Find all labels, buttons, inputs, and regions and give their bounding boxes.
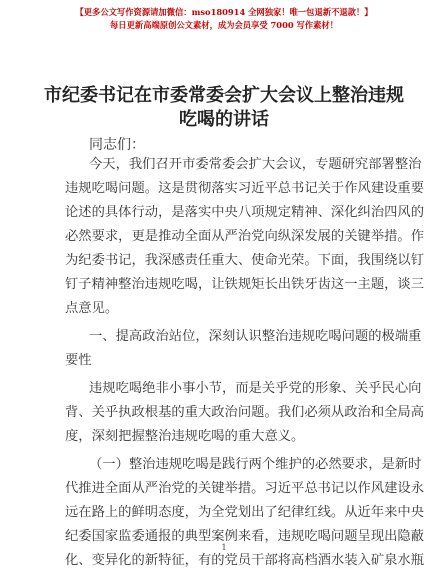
page-number: 1: [221, 543, 227, 552]
paragraph-line: 为纪委书记，我深感责任重大、使命光荣。下面，我围绕以钉: [65, 253, 425, 268]
paragraph-line: （一）整治违规吃喝是践行两个维护的必然要求，是新时: [89, 457, 422, 472]
paragraph-line: 纪委国家监委通报的典型案例来看，违规吃喝问题呈现出隐蔽: [65, 529, 425, 544]
paragraph-line: 违规吃喝绝非小事小节，而是关乎党的形象、关乎民心向: [89, 381, 422, 396]
document-title-line-1: 市纪委书记在市委常委会扩大会议上整治违规: [44, 85, 404, 106]
paragraph-line: 论述的具体行动，是落实中央八项规定精神、深化纠治四风的: [65, 205, 425, 220]
greeting: 同志们：: [89, 137, 145, 153]
paragraph-line: 钉子精神整治违规吃喝，让铁规矩长出铁牙齿这一主题，谈三: [65, 277, 425, 292]
paragraph-line: 远在路上的鲜明态度，为全党划出了纪律红线。从近年来中央: [65, 505, 425, 520]
banner-subscription-line: 每日更新高端原创公文素材，成为会员享受 7000 写作素材！: [110, 20, 338, 30]
banner-promo-line: 【更多公文写作资源请加微信：mso180914 全网独家！唯一包退新不退款！】: [75, 7, 373, 17]
paragraph-line: 必然要求，更是推动全面从严治党向纵深发展的关键举措。作: [65, 229, 425, 244]
paragraph-line: 违规吃喝问题。这是贯彻落实习近平总书记关于作风建设重要: [65, 181, 425, 196]
paragraph-line: 化、变异化的新特征，有的党员干部将高档酒水装入矿泉水瓶: [65, 553, 425, 568]
section-heading-line: 一、提高政治站位，深刻认识整治违规吃喝问题的极端重: [89, 329, 422, 344]
section-heading-line: 要性: [65, 353, 92, 368]
paragraph-line: 点意见。: [65, 301, 119, 316]
paragraph-line: 背、关乎执政根基的重大政治问题。我们必须从政治和全局高: [65, 405, 425, 420]
paragraph-line: 度，深刻把握整治违规吃喝的重大意义。: [65, 429, 305, 444]
paragraph-line: 代推进全面从严治党的关键举措。习近平总书记以作风建设永: [65, 481, 425, 496]
paragraph-line: 今天，我们召开市委常委会扩大会议，专题研究部署整治: [89, 157, 422, 172]
document-title-line-2: 吃喝的讲话: [179, 109, 269, 130]
